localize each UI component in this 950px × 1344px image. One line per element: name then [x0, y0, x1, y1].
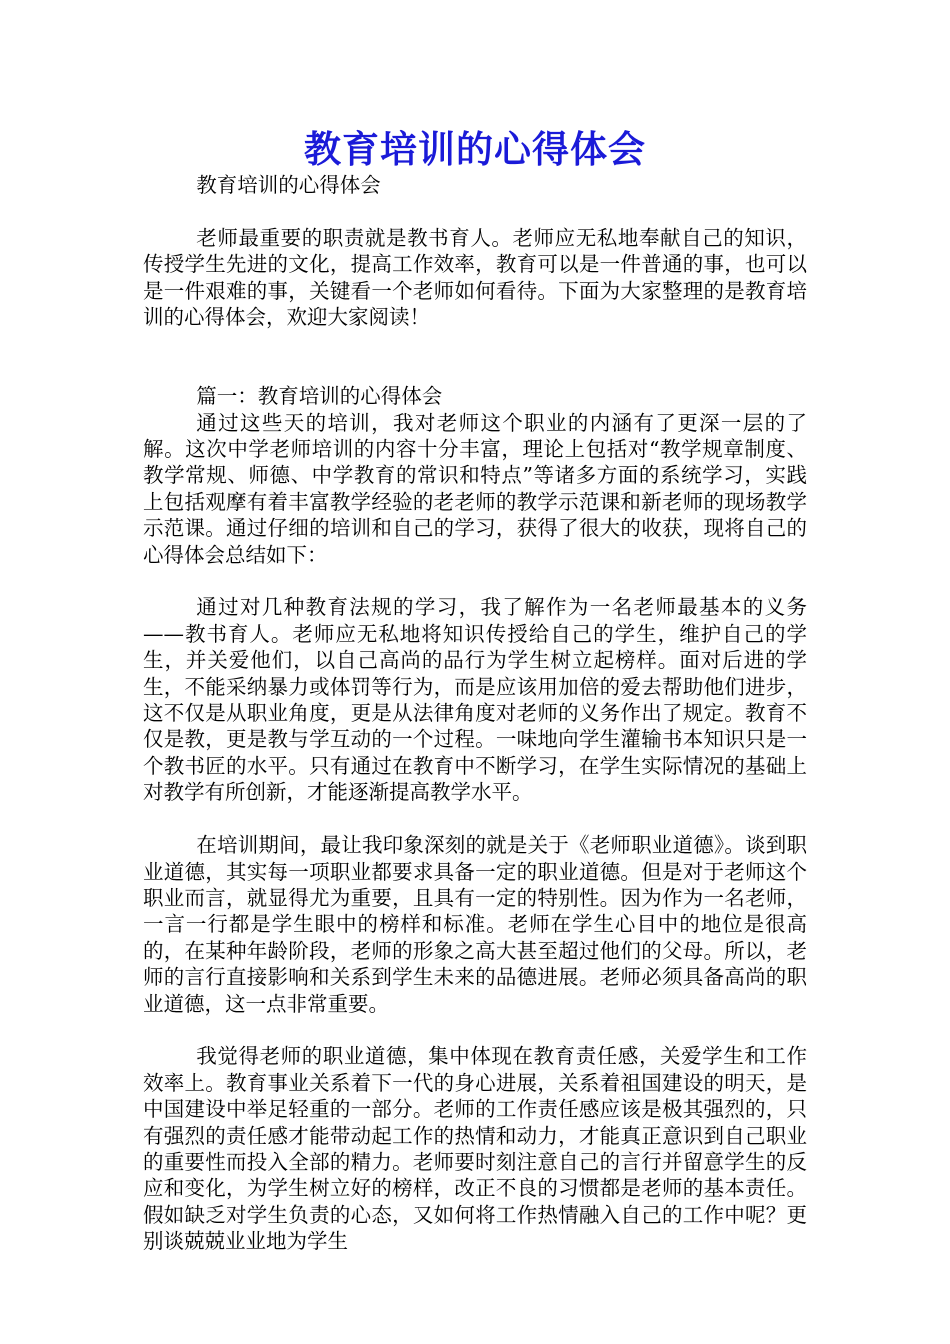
- paragraph: 我觉得老师的职业道德，集中体现在教育责任感，关爱学生和工作效率上。教育事业关系着下一代的身心进展，关系着祖国建设的明天，是中国建设中举足轻重的一部分。老师的工作责任感应该是极其强烈的，只有强烈的责任感才能带动起工作的热情和动力，才能真正意识到自己职业的重要性而投入全部的精力。老师要时刻注意自己的言行并留意学生的反应和变化，为学生树立好的榜样，改正不良的习惯都是老师的基本责任。假如缺乏对学生负责的心态，又如何将工作热情融入自己的工作中呢？更别谈兢兢业业地为学生: [143, 1044, 807, 1254]
- document-body: [143, 172, 807, 1255]
- paragraph: 在培训期间，最让我印象深刻的就是关于《老师职业道德》。谈到职业道德，其实每一项职业都要求具备一定的职业道德。但是对于老师这个职业而言，就显得尤为重要，且具有一定的特别性。因为作为一名老师，一言一行都是学生眼中的榜样和标准。老师在学生心目中的地位是很高的，在某种年龄阶段，老师的形象之高大甚至超过他们的父母。所以，老师的言行直接影响和关系到学生未来的品德进展。老师必须具备高尚的职业道德，这一点非常重要。: [143, 833, 807, 1016]
- subtitle: 教育培训的心得体会: [196, 173, 381, 197]
- paragraph-intro: 老师最重要的职责就是教书育人。老师应无私地奉献自己的知识，传授学生先进的文化，提高工作效率，教育可以是一件普通的事，也可以是一件艰难的事，关键看一个老师如何看待。下面为大家整理的是教育培训的心得体会，欢迎大家阅读！: [143, 225, 807, 330]
- document-title: 教育培训的心得体会: [304, 127, 646, 171]
- paragraph: 通过这些天的培训，我对老师这个职业的内涵有了更深一层的了解。这次中学老师培训的内容十分丰富，理论上包括对“教学规章制度、教学常规、师德、中学教育的常识和特点”等诸多方面的系统学习，实践上包括观摩有着丰富教学经验的老老师的教学示范课和新老师的现场教学示范课。通过仔细的培训和自己的学习，获得了很大的收获，现将自己的心得体会总结如下：: [143, 410, 807, 567]
- section-heading: 篇一：教育培训的心得体会: [196, 384, 443, 409]
- paragraph: 通过对几种教育法规的学习，我了解作为一名老师最基本的义务——教书育人。老师应无私地将知识传授给自己的学生，维护自己的学生，并关爱他们，以自己高尚的品行为学生树立起榜样。面对后进的学生，不能采纳暴力或体罚等行为，而是应该用加倍的爱去帮助他们进步，这不仅是从职业角度，更是从法律角度对老师的义务作出了规定。教育不仅是教，更是教与学互动的一个过程。一味地向学生灌输书本知识只是一个教书匠的水平。只有通过在教育中不断学习，在学生实际情况的基础上对教学有所创新，才能逐渐提高教学水平。: [143, 595, 807, 805]
